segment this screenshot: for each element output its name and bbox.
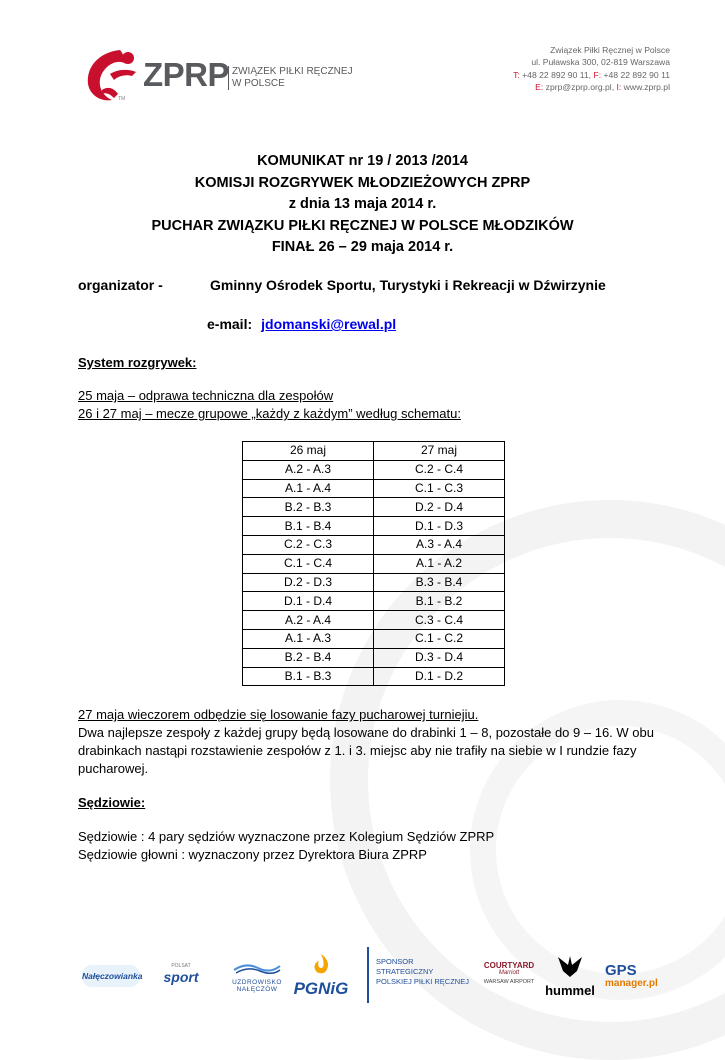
- schedule-cell: C.3 - C.4: [374, 611, 505, 630]
- schedule-cell: A.1 - A.2: [374, 554, 505, 573]
- pgnig-logo: PGNiG: [288, 953, 354, 999]
- schedule-row: [243, 611, 505, 630]
- gps-manager-logo: GPS manager.pl: [605, 962, 658, 989]
- naleczowianka-logo: Nałęczowianka: [82, 965, 140, 987]
- schedule-cell: B.2 - B.3: [243, 498, 374, 517]
- organizer-email: e-mail: jdomanski@rewal.pl: [207, 316, 397, 332]
- schedule-row: [243, 498, 505, 517]
- schedule-row: [243, 460, 505, 479]
- strategic-sponsor-label: SPONSOR STRATEGICZNY POLSKIEJ PIŁKI RĘCZNEJ: [376, 957, 469, 986]
- address-block: [513, 44, 670, 93]
- system-line: 26 i 27 maj – mecze grupowe „każdy z każdym” według schematu:: [78, 406, 461, 421]
- wave-icon: [232, 962, 282, 974]
- schedule-row: [243, 517, 505, 536]
- schedule-cell: D.2 - D.3: [243, 573, 374, 592]
- schedule-row: [243, 554, 505, 573]
- schedule-cell: B.2 - B.4: [243, 648, 374, 667]
- schedule-cell: D.2 - D.4: [374, 498, 505, 517]
- referees-heading: Sędziowie:: [78, 795, 146, 810]
- courtyard-logo: COURTYARD Marriott WARSAW AIRPORT: [483, 961, 535, 985]
- bee-icon: [555, 953, 585, 979]
- schedule-table: [242, 441, 505, 686]
- schedule-row: [243, 592, 505, 611]
- schedule-row: [243, 573, 505, 592]
- schedule-row: [243, 442, 505, 461]
- organizer-label: organizator -: [78, 277, 163, 293]
- schedule-cell: D.1 - D.3: [374, 517, 505, 536]
- draw-line: pucharowej.: [78, 761, 149, 776]
- schedule-cell: A.3 - A.4: [374, 535, 505, 554]
- schedule-cell: A.1 - A.3: [243, 629, 374, 648]
- schedule-cell: C.2 - C.3: [243, 535, 374, 554]
- schedule-row: [243, 479, 505, 498]
- flame-icon: [308, 953, 334, 975]
- schedule-row: [243, 629, 505, 648]
- address-line: Związek Piłki Ręcznej w Polsce: [550, 45, 670, 55]
- schedule-cell: D.3 - D.4: [374, 648, 505, 667]
- schedule-cell: B.1 - B.2: [374, 592, 505, 611]
- hummel-logo: hummel: [545, 953, 595, 997]
- referees-line: Sędziowie głowni : wyznaczony przez Dyrektora Biura ZPRP: [78, 847, 427, 862]
- schedule-cell: A.1 - A.4: [243, 479, 374, 498]
- schedule-cell: A.2 - A.3: [243, 460, 374, 479]
- schedule-cell: C.1 - C.2: [374, 629, 505, 648]
- schedule-row: [243, 667, 505, 686]
- schedule-cell: 27 maj: [374, 442, 505, 461]
- schedule-row: [243, 648, 505, 667]
- sponsor-bar: [0, 945, 725, 1005]
- uzdrowisko-logo: UZDROWISKO NAŁĘCZÓW: [228, 961, 286, 997]
- logo-text: ZPRP: [143, 56, 230, 93]
- system-line: 25 maja – odprawa techniczna dla zespołów: [78, 388, 334, 403]
- schedule-cell: C.2 - C.4: [374, 460, 505, 479]
- schedule-cell: 26 maj: [243, 442, 374, 461]
- referees-line: Sędziowie : 4 pary sędziów wyznaczone przez Kolegium Sędziów ZPRP: [78, 829, 495, 844]
- logo-subtitle: ZWIĄZEK PIŁKI RĘCZNEJ W POLSCE: [228, 66, 353, 90]
- draw-line: Dwa najlepsze zespoły z każdej grupy będą losowane do drabinki 1 – 8, pozostałe do 9 – 16. W obu: [78, 725, 654, 740]
- schedule-cell: C.1 - C.3: [374, 479, 505, 498]
- schedule-cell: B.1 - B.4: [243, 517, 374, 536]
- schedule-cell: B.1 - B.3: [243, 667, 374, 686]
- schedule-cell: D.1 - D.2: [374, 667, 505, 686]
- address-line: ul. Puławska 300, 02-819 Warszawa: [531, 57, 670, 68]
- email-link[interactable]: jdomanski@rewal.pl: [261, 316, 397, 332]
- schedule-cell: B.3 - B.4: [374, 573, 505, 592]
- trademark: TM: [118, 96, 126, 102]
- schedule-cell: D.1 - D.4: [243, 592, 374, 611]
- schedule-cell: A.2 - A.4: [243, 611, 374, 630]
- sponsor-divider: [367, 947, 369, 1003]
- phone-line: T: +48 22 892 90 11, F: +48 22 892 90 11: [513, 69, 670, 80]
- document-title: KOMUNIKAT nr 19 / 2013 /2014 KOMISJI ROZGRYWEK MŁODZIEŻOWYCH ZPRP z dnia 13 maja 2014 r. PUCHAR ZWIĄZKU PIŁKI RĘCZNEJ W POLSCE MŁODZIKÓW FINAŁ 26 – 29 maja 2014 r.: [151, 153, 574, 256]
- email-line: E: zprp@zprp.org.pl, I: www.zprp.pl: [535, 81, 670, 92]
- polsat-sport-logo: POLSAT sport: [163, 963, 199, 985]
- schedule-row: [243, 535, 505, 554]
- draw-line: drabinkach nastąpi rozstawienie zespołów z 1. i 3. miejsc aby nie trafiły na siebie w I rundzie fazy: [78, 743, 637, 758]
- draw-line: 27 maja wieczorem odbędzie się losowanie fazy pucharowej turniejiu.: [78, 707, 479, 722]
- schedule-cell: C.1 - C.4: [243, 554, 374, 573]
- organizer-name: Gminny Ośrodek Sportu, Turystyki i Rekreacji w Dźwirzynie: [210, 277, 606, 293]
- system-heading: System rozgrywek:: [78, 355, 197, 370]
